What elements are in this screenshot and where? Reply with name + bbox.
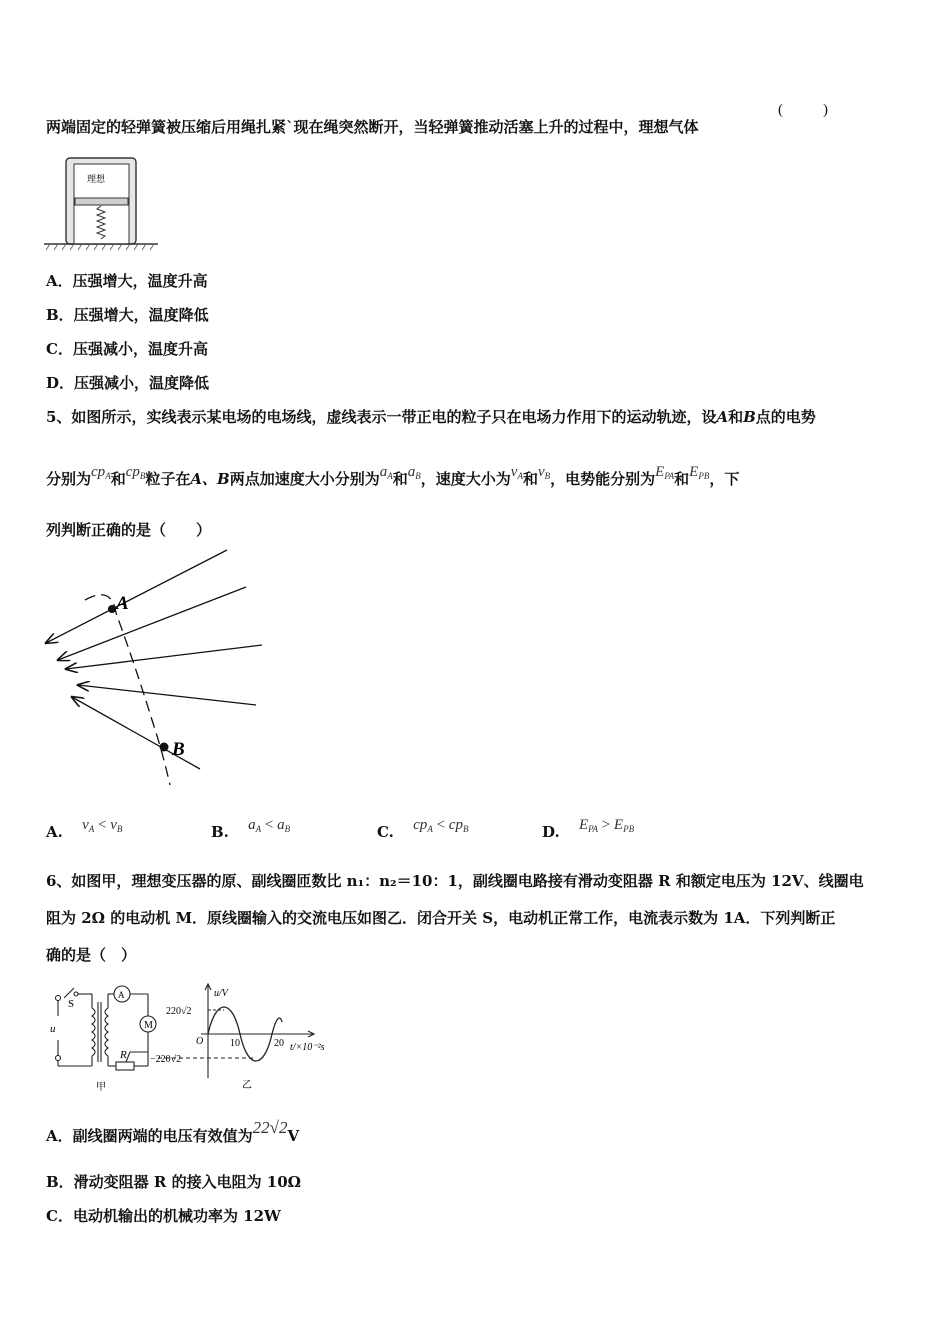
q6-option-c: C．电动机输出的机械功率为 12W: [46, 1207, 281, 1225]
q6-y-axis-label: u/V: [214, 988, 228, 999]
q5-phi-a: $cp_A$: [91, 464, 111, 481]
q5-a-a: $a_A$: [379, 464, 393, 481]
field-line-3: [66, 645, 262, 669]
q5-l2-text: 粒子在: [145, 470, 191, 488]
q5-option-a: A. $v_A < v_B$: [46, 817, 123, 841]
q4-option-d: D．压强减小，温度降低: [46, 374, 210, 392]
q5-and: 和: [728, 408, 744, 426]
trajectory: [85, 595, 170, 785]
q6-tick-10: 10: [230, 1038, 240, 1049]
q5-l2-and: 和: [392, 470, 408, 488]
q5-line1: [46, 406, 816, 427]
q4-cylinder-figure: [44, 156, 160, 254]
point-b-dot: [160, 743, 169, 752]
field-line-2: [58, 587, 246, 660]
q5-option-c: C. $cp_A < cp_B$: [377, 817, 469, 841]
q5-l2-text: ，电势能分别为: [550, 470, 656, 488]
q5-point-b: B: [743, 408, 756, 426]
q5-l2-and: 和: [110, 470, 126, 488]
q5-l2-text: 分别为: [46, 470, 92, 488]
q5-phi-b: $cp_B$: [125, 464, 146, 481]
q5-l2-and: 和: [674, 470, 690, 488]
q5-point-a: A: [716, 408, 729, 426]
q6-line3: 确的是（ ）: [46, 946, 137, 964]
q6-option-a: A．副线圈两端的电压有效值为22√2V: [46, 1118, 300, 1145]
q5-line3: 列判断正确的是（ ）: [46, 521, 212, 539]
q5-fig-label-a: A: [116, 593, 129, 614]
q6-y-max: 220√2: [166, 1006, 192, 1017]
q6-origin: O: [196, 1036, 204, 1047]
q6-ammeter-label: A: [118, 990, 125, 1000]
q6-option-b: B．滑动变阻器 R 的接入电阻为 10Ω: [46, 1173, 302, 1191]
q5-line1-text: 5、如图所示，实线表示某电场的电场线，虚线表示一带正电的粒子只在电场力作用下的运动轨迹，设: [46, 408, 717, 426]
q4-option-c: C．压强减小，温度升高: [46, 340, 208, 358]
q4-bracket-close: ): [823, 102, 828, 118]
q6-switch-label: S: [68, 998, 75, 1010]
q5-l2-ab: A、B: [190, 470, 230, 488]
q5-e-pa: $E_{PA}$: [655, 464, 675, 481]
q6-x-axis-label: t/×10⁻²s: [290, 1042, 325, 1053]
q5-a-b: $a_B$: [407, 464, 421, 481]
q5-l2-text: ，速度大小为: [420, 470, 511, 488]
q6-option-a-value: 22√2: [252, 1118, 288, 1137]
q4-option-b: B．压强增大，温度降低: [46, 306, 209, 324]
q6-label-jia: 甲: [96, 1082, 106, 1093]
q6-resistor-label: R: [120, 1049, 127, 1061]
q6-label-yi: 乙: [242, 1080, 252, 1091]
q6-line2: 阻为 2Ω 的电动机 M．原线圈输入的交流电压如图乙．闭合开关 S，电动机正常工作，电流表示数为 1A．下列判断正: [46, 909, 836, 927]
q5-v-b: $v_B$: [537, 464, 551, 481]
q5-l2-and: 和: [522, 470, 538, 488]
q6-tick-20: 20: [274, 1038, 284, 1049]
q4-option-a: A．压强增大，温度升高: [46, 272, 208, 290]
q5-fig-label-b: B: [172, 739, 185, 760]
field-line-4: [78, 685, 256, 705]
q6-y-min: −220√2: [150, 1054, 182, 1065]
q6-figure: [46, 978, 351, 1093]
q5-line1-end: 点的电势: [755, 408, 816, 426]
q4-stem: 两端固定的轻弹簧被压缩后用绳扎紧`现在绳突然断开，当轻弹簧推动活塞上升的过程中，理想气体: [46, 118, 699, 136]
q5-v-a: $v_A$: [510, 464, 523, 481]
q4-bracket-open: (: [778, 102, 783, 118]
q6-option-a-unit: V: [287, 1127, 300, 1145]
q6-motor-label: M: [144, 1020, 153, 1031]
q5-l2-text: 两点加速度大小分别为: [229, 470, 380, 488]
q5-field-figure: [40, 545, 265, 790]
q5-l2-end: ，下: [709, 470, 740, 488]
q5-e-pb: $E_{PB}$: [689, 464, 710, 481]
point-a-dot: [108, 605, 116, 613]
q6-line1: 6、如图甲，理想变压器的原、副线圈匝数比 n₁：n₂＝10：1，副线圈电路接有滑动变阻器 R 和额定电压为 12V、线圈电: [46, 872, 864, 890]
q4-gas-label: 理想: [87, 174, 106, 184]
q6-input-label: u: [50, 1023, 56, 1035]
q5-option-d: D. $E_{PA} > E_{PB}$: [542, 817, 635, 841]
q5-option-b: B. $a_A < a_B$: [211, 817, 291, 841]
q5-line2: [46, 464, 740, 489]
